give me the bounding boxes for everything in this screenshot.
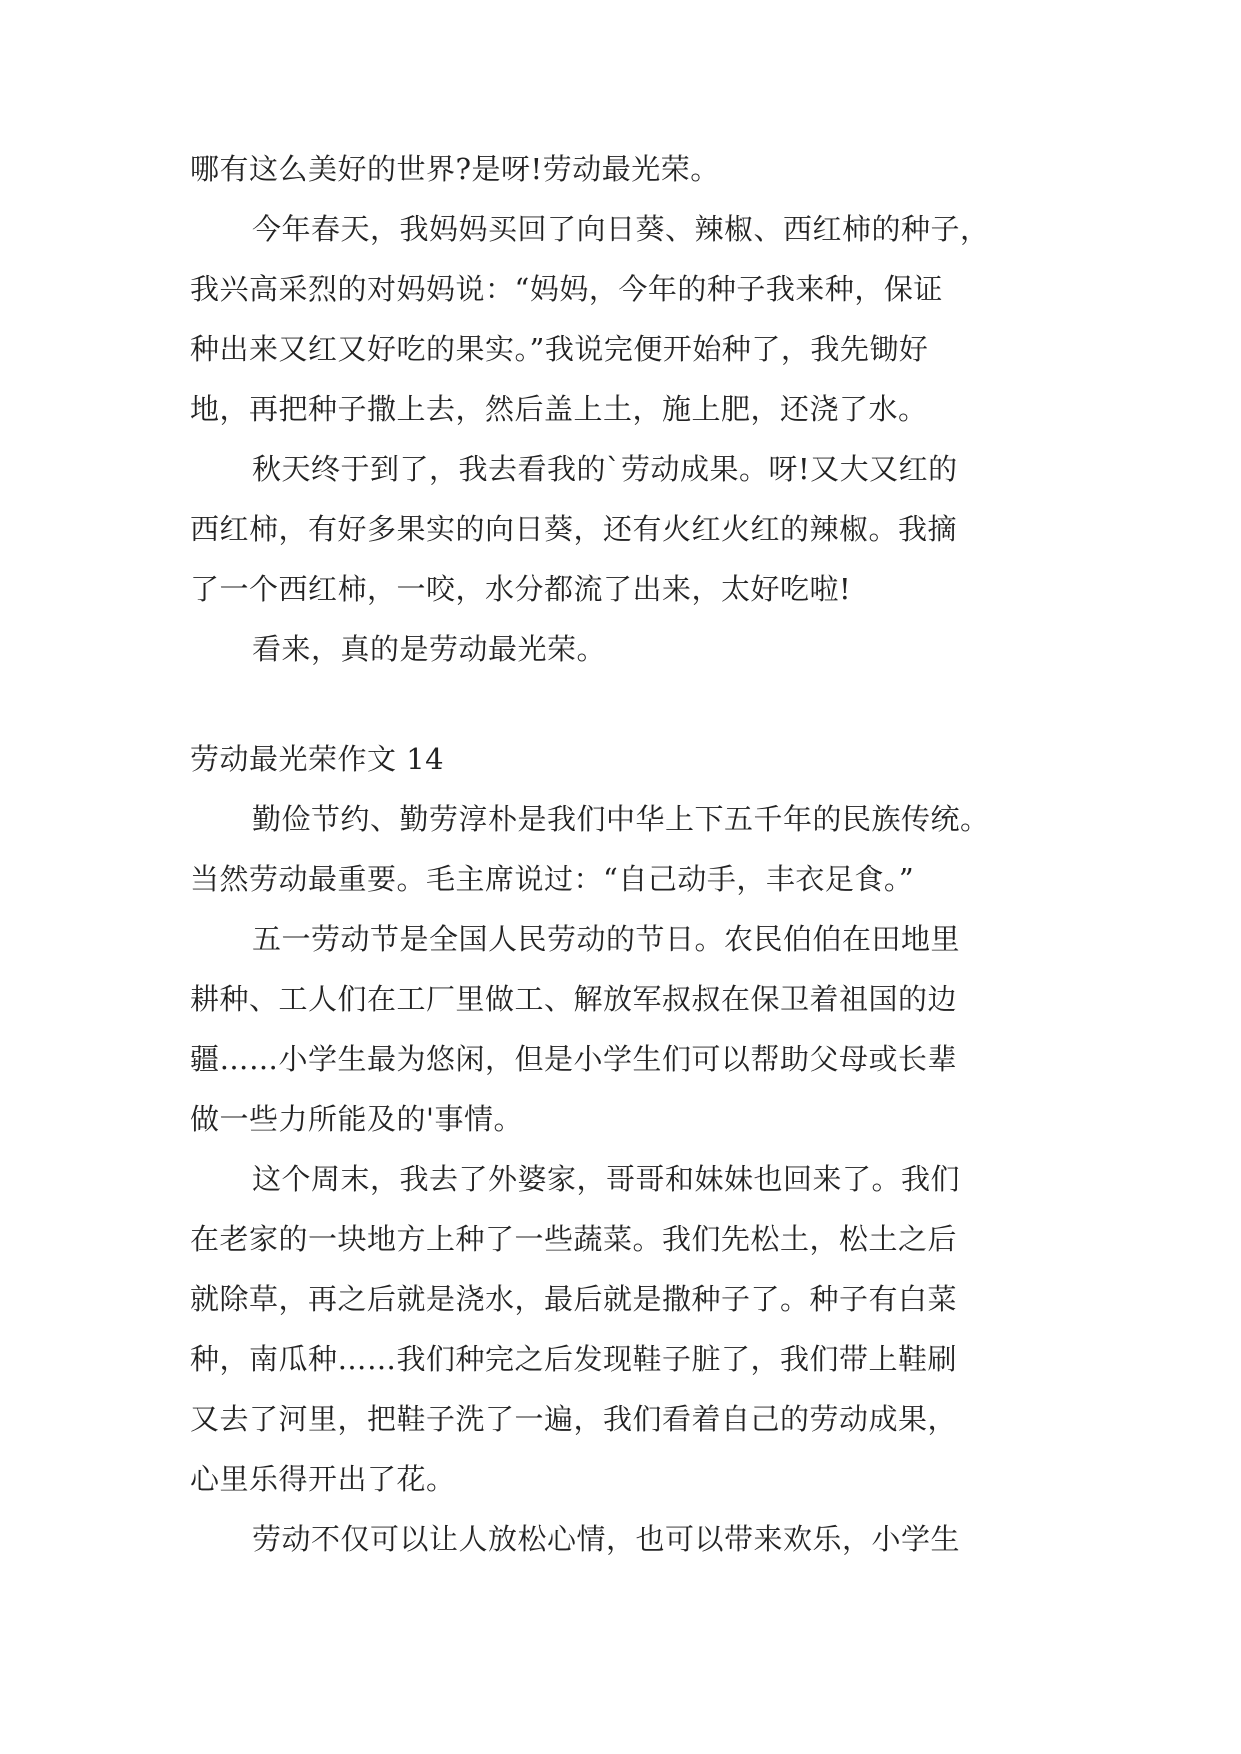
paragraph-line: 西红柿，有好多果实的向日葵，还有火红火红的辣椒。我摘	[190, 512, 958, 546]
paragraph-line: 种，南瓜种……我们种完之后发现鞋子脏了，我们带上鞋刷	[190, 1342, 958, 1376]
paragraph-line: 耕种、工人们在工厂里做工、解放军叔叔在保卫着祖国的边	[190, 982, 958, 1016]
paragraph-line: 在老家的一块地方上种了一些蔬菜。我们先松土，松土之后	[190, 1222, 958, 1256]
paragraph-line: 地，再把种子撒上去，然后盖上土，施上肥，还浇了水。	[190, 392, 928, 426]
section-gap	[190, 679, 1070, 729]
paragraph-line: 秋天终于到了，我去看我的`劳动成果。呀!又大又红的	[252, 452, 958, 486]
paragraph-line: 了一个西红柿，一咬，水分都流了出来，太好吃啦!	[190, 572, 852, 606]
top-margin	[190, 0, 1070, 139]
paragraph-line: 就除草，再之后就是浇水，最后就是撒种子了。种子有白菜	[190, 1282, 958, 1316]
paragraph-line: 看来，真的是劳动最光荣。	[252, 632, 607, 666]
paragraph-line: 又去了河里，把鞋子洗了一遍，我们看着自己的劳动成果，	[190, 1402, 958, 1436]
paragraph-line: 我兴高采烈的对妈妈说：“妈妈，今年的种子我来种，保证	[190, 272, 943, 306]
paragraph-line: 做一些力所能及的'事情。	[190, 1102, 523, 1136]
paragraph-line: 心里乐得开出了花。	[190, 1462, 456, 1496]
paragraph-line: 勤俭节约、勤劳淳朴是我们中华上下五千年的民族传统。	[252, 802, 990, 836]
paragraph-line: 劳动不仅可以让人放松心情，也可以带来欢乐，小学生	[252, 1522, 961, 1556]
paragraph-line: 当然劳动最重要。毛主席说过：“自己动手，丰衣足食。”	[190, 862, 915, 896]
section-heading: 劳动最光荣作文 14	[190, 742, 445, 776]
paragraph-line: 今年春天，我妈妈买回了向日葵、辣椒、西红柿的种子，	[252, 212, 990, 246]
document-page	[190, 0, 1070, 1569]
paragraph-line: 五一劳动节是全国人民劳动的节日。农民伯伯在田地里	[252, 922, 961, 956]
paragraph-line: 种出来又红又好吃的果实。”我说完便开始种了，我先锄好	[190, 332, 929, 366]
paragraph-line: 这个周末，我去了外婆家，哥哥和妹妹也回来了。我们	[252, 1162, 961, 1196]
paragraph-line: 疆……小学生最为悠闲，但是小学生们可以帮助父母或长辈	[190, 1042, 958, 1076]
paragraph-line: 哪有这么美好的世界?是呀!劳动最光荣。	[190, 152, 720, 186]
